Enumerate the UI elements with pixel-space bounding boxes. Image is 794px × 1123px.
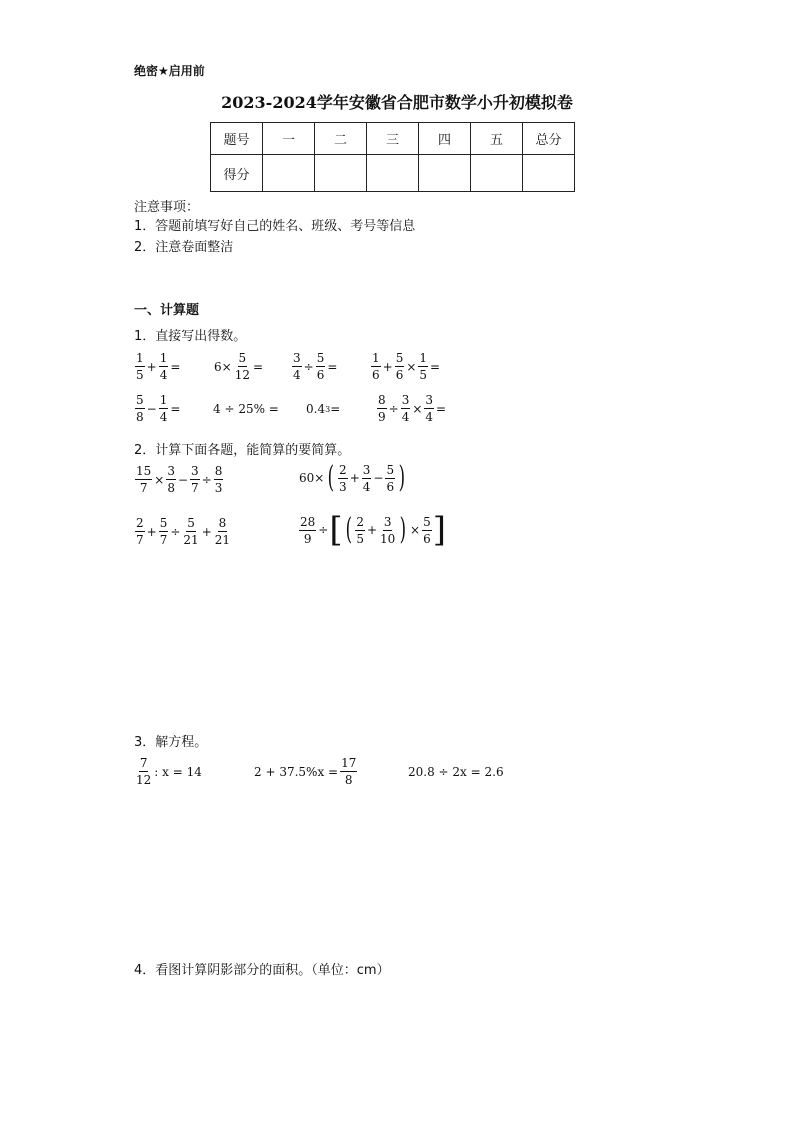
calc-3: $\frac{2}{7}$ + $\frac{5}{7}$ ÷ $\frac{5}{21}$ + $\frac{8}{21}$: [136, 516, 231, 547]
score-input-cell[interactable]: [419, 155, 471, 192]
cell: 得分: [211, 155, 263, 192]
oral-calc-1: $\frac{1}{5}$ + $\frac{1}{4}$ =: [136, 351, 181, 382]
cell: 总分: [523, 123, 575, 155]
calc-4: $\frac{28}{9}$ ÷ [ ( $\frac{2}{5}$ + $\frac{3}{10}$ ) × $\frac{5}{6}$ ]: [300, 510, 446, 550]
question-4: 4．看图计算阴影部分的面积。（单位：cm）: [134, 963, 390, 978]
confidential-mark: 绝密★启用前: [134, 64, 205, 78]
score-input-cell[interactable]: [471, 155, 523, 192]
score-table-header-row: [211, 123, 575, 155]
oral-calc-7: 0.4 3 =: [306, 402, 341, 416]
cell: 二: [315, 123, 367, 155]
equation-3: 20.8 ÷ 2x = 2.6: [408, 765, 504, 779]
notes-item: 1．答题前填写好自己的姓名、班级、考号等信息: [134, 219, 416, 234]
cell: 三: [367, 123, 419, 155]
notes-item: 2．注意卷面整洁: [134, 240, 234, 255]
notes-heading: 注意事项：: [134, 200, 200, 215]
oral-calc-8: $\frac{8}{9}$ ÷ $\frac{3}{4}$ × $\frac{3}{4}$ =: [378, 393, 447, 424]
calc-2: 60× ( $\frac{2}{3}$ + $\frac{3}{4}$ − $\frac{5}{6}$ ): [299, 460, 406, 495]
question-2: 2．计算下面各题，能简算的要简算。: [134, 443, 351, 458]
oral-calc-5: $\frac{5}{8}$ − $\frac{1}{4}$ =: [136, 393, 181, 424]
oral-calc-4: $\frac{1}{6}$ + $\frac{5}{6}$ × $\frac{1}{5}$ =: [372, 351, 441, 382]
question-3: 3．解方程。: [134, 735, 208, 750]
exam-title: 2023-2024学年安徽省合肥市数学小升初模拟卷: [221, 93, 573, 112]
cell: 一: [263, 123, 315, 155]
section-heading: 一、计算题: [134, 303, 200, 318]
oral-calc-6: 4 ÷ 25% =: [213, 402, 279, 416]
equation-1: $\frac{7}{12}$ : x = 14: [136, 756, 202, 787]
cell: 五: [471, 123, 523, 155]
score-table: [210, 122, 575, 192]
cell: 题号: [211, 123, 263, 155]
score-input-cell[interactable]: [263, 155, 315, 192]
question-1: 1．直接写出得数。: [134, 329, 247, 344]
equation-2: 2 + 37.5%x = $\frac{17}{8}$: [254, 756, 357, 787]
oral-calc-2: 6× $\frac{5}{12}$ =: [214, 351, 264, 382]
cell: 四: [419, 123, 471, 155]
score-input-cell[interactable]: [523, 155, 575, 192]
score-input-cell[interactable]: [315, 155, 367, 192]
score-table-score-row: [211, 155, 575, 192]
oral-calc-3: $\frac{3}{4}$ ÷ $\frac{5}{6}$ =: [293, 351, 338, 382]
score-input-cell[interactable]: [367, 155, 419, 192]
calc-1: $\frac{15}{7}$ × $\frac{3}{8}$ − $\frac{3}{7}$ ÷ $\frac{8}{3}$: [136, 464, 223, 495]
